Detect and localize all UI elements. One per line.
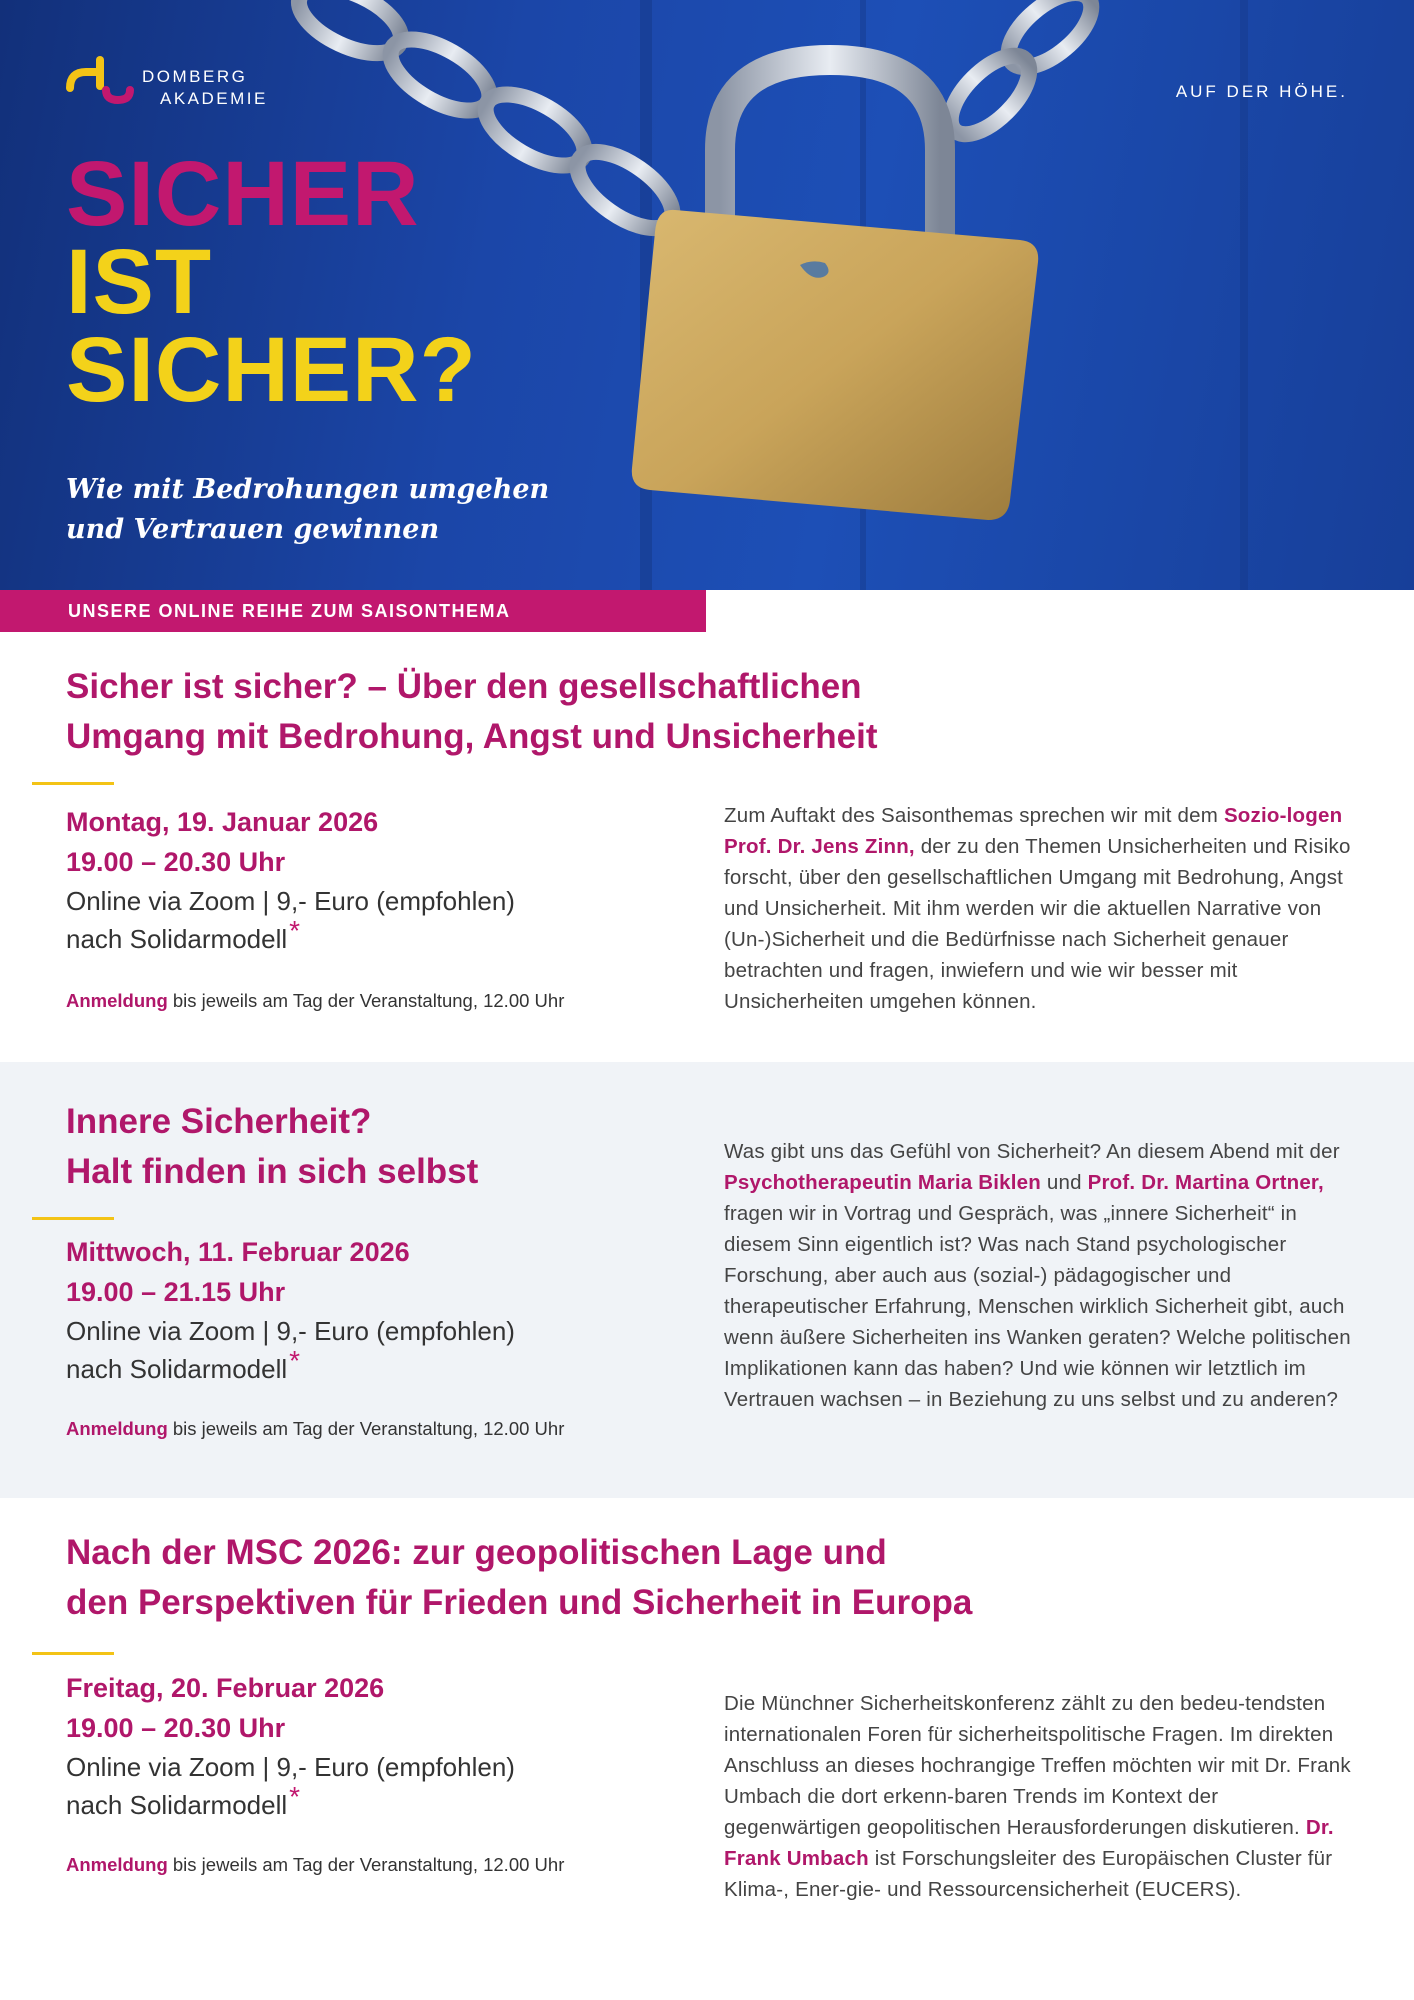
event-2 <box>0 1062 1414 1498</box>
event-1 <box>0 632 1414 1062</box>
subtitle-line-2: und Vertrauen gewinnen <box>66 514 440 545</box>
registration-label: Anmeldung <box>66 1854 168 1875</box>
description-text: Zum Auftakt des Saisonthemas sprechen wir mit dem <box>724 804 1224 827</box>
subtitle <box>66 470 549 550</box>
registration-label: Anmeldung <box>66 1418 168 1439</box>
logo-line1: DOMBERG <box>142 67 248 86</box>
asterisk-mark: * <box>289 1345 301 1376</box>
description-text: fragen wir in Vortrag und Gespräch, was „innere Sicherheit“ in diesem Sinn eigentlich ist? Was nach Stand psychologischer Forschung, aber auch aus (sozial-) pädagogischer und therapeutischer Erfahrung, Menschen wirklich Sicherheit gibt, auch wenn äußere Sicherheiten ins Wanken geraten? Welche politischen Implikationen kann das haben? Und wie können wir letztlich im Vertrauen wachsen – in Beziehung zu uns selbst und zu anderen? <box>724 1202 1351 1411</box>
event-date <box>66 1232 410 1312</box>
event-title-line-2: Halt finden in sich selbst <box>66 1152 479 1191</box>
event-pricing-text: nach Solidarmodell <box>66 924 288 954</box>
asterisk-mark: * <box>289 1781 301 1812</box>
event-registration <box>66 1854 564 1876</box>
divider <box>32 1652 114 1655</box>
event-description <box>724 1136 1354 1415</box>
event-title-line-1: Innere Sicherheit? <box>66 1102 372 1141</box>
event-date-text: Freitag, 20. Februar 2026 <box>66 1673 385 1703</box>
registration-text: bis jeweils am Tag der Veranstaltung, 12.00 Uhr <box>167 1418 565 1439</box>
highlighted-name: Sozio-logen Prof. Dr. Jens Zinn, <box>724 804 1343 858</box>
event-location-text: Online via Zoom | 9,- Euro (empfohlen) <box>66 1752 515 1782</box>
title-line-1: SICHER <box>66 143 420 245</box>
event-title-line-1: Nach der MSC 2026: zur geopolitischen Lage und <box>66 1533 887 1572</box>
series-banner: UNSERE ONLINE REIHE ZUM SAISONTHEMA <box>0 590 706 632</box>
event-location-text: Online via Zoom | 9,- Euro (empfohlen) <box>66 886 515 916</box>
registration-label: Anmeldung <box>66 990 168 1011</box>
event-location <box>66 1312 515 1388</box>
title-line-3: SICHER? <box>66 319 477 421</box>
subtitle-line-1: Wie mit Bedrohungen umgehen <box>66 474 550 505</box>
event-location-text: Online via Zoom | 9,- Euro (empfohlen) <box>66 1316 515 1346</box>
hero-banner <box>0 0 1414 590</box>
highlighted-name: Psychotherapeutin Maria Biklen <box>724 1171 1042 1194</box>
highlighted-name: Dr. Frank Umbach <box>724 1816 1334 1870</box>
event-date-text: Mittwoch, 11. Februar 2026 <box>66 1237 410 1267</box>
event-3 <box>0 1498 1414 2000</box>
event-time-text: 19.00 – 21.15 Uhr <box>66 1277 286 1307</box>
divider <box>32 782 114 785</box>
description-text: Was gibt uns das Gefühl von Sicherheit? An diesem Abend mit der <box>724 1140 1340 1163</box>
tagline: AUF DER HÖHE. <box>1175 82 1348 101</box>
event-title <box>66 662 877 762</box>
event-description <box>724 800 1354 1017</box>
event-location <box>66 882 515 958</box>
event-title-line-2: Umgang mit Bedrohung, Angst und Unsicherheit <box>66 717 878 756</box>
event-pricing-text: nach Solidarmodell <box>66 1790 288 1820</box>
logo-mark-icon <box>66 56 136 104</box>
event-description <box>724 1688 1354 1905</box>
divider <box>32 1217 114 1220</box>
page-title <box>66 143 477 421</box>
event-date <box>66 802 378 882</box>
event-title-line-2: den Perspektiven für Frieden und Sicherheit in Europa <box>66 1583 973 1622</box>
description-text: und <box>1041 1171 1088 1194</box>
registration-text: bis jeweils am Tag der Veranstaltung, 12.00 Uhr <box>167 1854 565 1875</box>
description-text: Die Münchner Sicherheitskonferenz zählt zu den bedeu-tendsten internationalen Foren für sicherheitspolitische Fragen. Im direkten Anschluss an dieses hochrangige Treffen möchten wir mit Dr. Frank Umbach die dort erkenn-baren Trends im Kontext der gegenwärtigen geopolitischen Herausforderungen diskutieren. <box>724 1692 1351 1839</box>
logo-line2: AKADEMIE <box>160 89 268 108</box>
event-date-text: Montag, 19. Januar 2026 <box>66 807 379 837</box>
event-title-line-1: Sicher ist sicher? – Über den gesellschaftlichen <box>66 667 862 706</box>
highlighted-name: Prof. Dr. Martina Ortner, <box>1087 1171 1324 1194</box>
event-pricing-text: nach Solidarmodell <box>66 1354 288 1384</box>
registration-text: bis jeweils am Tag der Veranstaltung, 12.00 Uhr <box>167 990 565 1011</box>
event-location <box>66 1748 515 1824</box>
event-date <box>66 1668 384 1748</box>
event-time-text: 19.00 – 20.30 Uhr <box>66 847 286 877</box>
domberg-akademie-logo <box>66 56 268 110</box>
asterisk-mark: * <box>289 915 301 946</box>
event-title <box>66 1097 478 1197</box>
event-title <box>66 1528 972 1628</box>
description-text: der zu den Themen Unsicherheiten und Risiko forscht, über den gesellschaftlichen Umgang mit Bedrohung, Angst und Unsicherheit. Mit ihm werden wir die aktuellen Narrative von (Un-)Sicherheit und die Bedürfnisse nach Sicherheit genauer betrachten und fragen, inwiefern und wie wir besser mit Unsicherheiten umgehen können. <box>724 835 1351 1013</box>
title-line-2: IST <box>66 231 213 333</box>
event-registration <box>66 990 564 1012</box>
event-time-text: 19.00 – 20.30 Uhr <box>66 1713 286 1743</box>
event-registration <box>66 1418 564 1440</box>
description-text: ist Forschungsleiter des Europäischen Cluster für Klima-, Ener-gie- und Ressourcensicherheit (EUCERS). <box>724 1847 1333 1901</box>
